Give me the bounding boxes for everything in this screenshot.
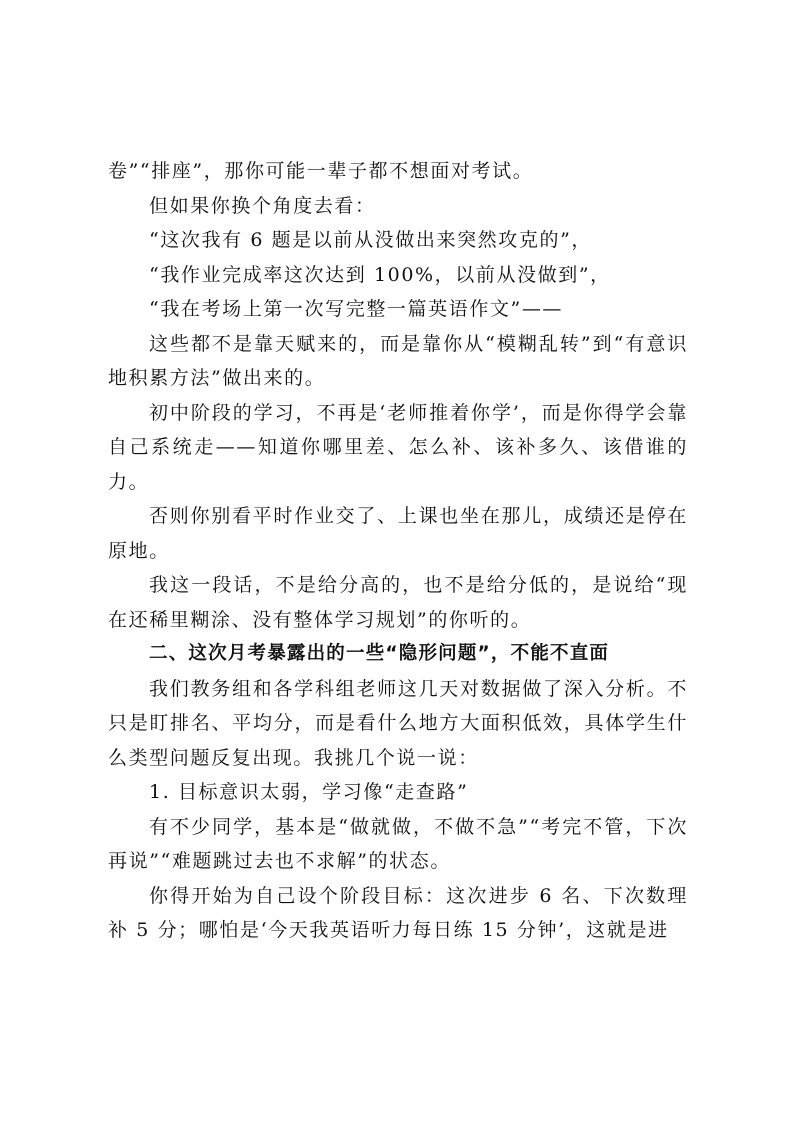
paragraph: 否则你别看平时作业交了、上课也坐在那儿，成绩还是停在原地。 xyxy=(108,505,688,562)
paragraph: 有不少同学，基本是“做就做，不做不急”“考完不管，下次再说”“难题跳过去也不求解”的状态。 xyxy=(108,815,688,872)
paragraph: 我们教务组和各学科组老师这几天对数据做了深入分析。不只是盯排名、平均分，而是看什么地方大面积低效，具体学生什么类型问题反复出现。我挑几个说一说： xyxy=(108,677,688,769)
paragraph: “这次我有 6 题是以前从没做出来突然攻克的”， xyxy=(149,229,592,251)
document-body xyxy=(108,154,688,948)
paragraph: “我在考场上第一次写完整一篇英语作文”—— xyxy=(149,298,564,320)
paragraph: “我作业完成率这次达到 100%，以前从没做到”， xyxy=(149,263,611,286)
paragraph: 初中阶段的学习，不再是‘老师推着你学’，而是你得学会靠自己系统走——知道你哪里差、怎么补、该补多久、该借谁的力。 xyxy=(108,401,688,493)
paragraph: 你得开始为自己设个阶段目标：这次进步 6 名、下次数理补 5 分；哪怕是‘今天我英语听力每日练 15 分钟’，这就是进 xyxy=(108,884,688,941)
paragraph-continuation: 卷”“排座”，那你可能一辈子都不想面对考试。 xyxy=(108,160,534,182)
section-heading: 二、这次月考暴露出的一些“隐形问题”，不能不直面 xyxy=(149,643,610,664)
paragraph: 这些都不是靠天赋来的，而是靠你从“模糊乱转”到“有意识地积累方法”做出来的。 xyxy=(108,332,688,389)
paragraph: 我这一段话，不是给分高的，也不是给分低的，是说给“现在还稀里糊涂、没有整体学习规划”的你听的。 xyxy=(108,574,688,631)
list-item-heading: 1. 目标意识太弱，学习像“走查路” xyxy=(149,781,469,803)
paragraph: 但如果你换个角度去看： xyxy=(149,194,376,217)
